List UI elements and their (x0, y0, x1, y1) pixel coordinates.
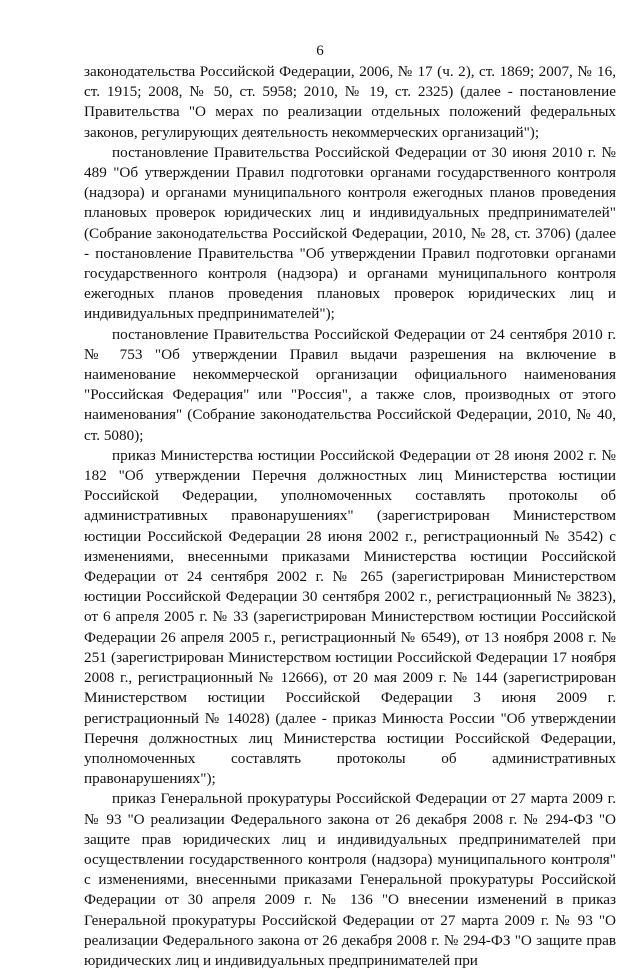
paragraph-continuation: законодательства Российской Федерации, 2006, № 17 (ч. 2), ст. 1869; 2007, № 16, ст. 1915; 2008, № 50, ст. 5958; 2010, № 19, ст. 2325) (далее - постановление Правительства "О мерах по реализации отдельных положений федеральных законов, регулирующих деятельность некоммерческих организаций"); (84, 63, 616, 141)
paragraph-order-182: приказ Министерства юстиции Российской Федерации от 28 июня 2002 г. № 182 "Об утверждении Перечня должностных лиц Министерства юстиции Российской Федерации, уполномоченных составлять протоколы об административных правонарушениях" (зарегистрирован Министерством юстиции Российской Федерации 28 июня 2002 г., регистрационный № 3542) с изменениями, внесенными приказами Министерства юстиции Российской Федерации от 24 сентября 2002 г. № 265 (зарегистрирован Министерством юстиции Российской Федерации 30 сентября 2002 г., регистрационный № 3823), от 6 апреля 2005 г. № 33 (зарегистрирован Министерством юстиции Российской Федерации 26 апреля 2005 г., регистрационный № 6549), от 13 ноября 2008 г. № 251 (зарегистрирован Министерством юстиции Российской Федерации 17 ноября 2008 г., регистрационный № 12666), от 20 мая 2009 г. № 144 (зарегистрирован Министерством юстиции Российской Федерации 3 июня 2009 г. регистрационный № 14028) (далее - приказ Минюста России "Об утверждении Перечня должностных лиц Министерства юстиции Российской Федерации, уполномоченных составлять протоколы об административных правонарушениях"); (84, 446, 616, 788)
paragraph-resolution-753: постановление Правительства Российской Федерации от 24 сентября 2010 г. № 753 "Об утверждении Правил выдачи разрешения на включение в наименование некоммерческой организации официального наименования "Российская Федерация" или "Россия", а также слов, производных от этого наименования" (Собрание законодательства Российской Федерации, 2010, № 40, ст. 5080); (84, 325, 616, 444)
document-body (84, 62, 616, 971)
page-number: 6 (316, 43, 324, 59)
paragraph-order-93: приказ Генеральной прокуратуры Российской Федерации от 27 марта 2009 г. № 93 "О реализации Федерального закона от 26 декабря 2008 г. № 294-ФЗ "О защите прав юридических лиц и индивидуальных предпринимателей при осуществлении государственного контроля (надзора) муниципального контроля" с изменениями, внесенными приказами Генеральной прокуратуры Российской Федерации от 30 апреля 2009 г. № 136 "О внесении изменений в приказ Генеральной прокуратуры Российской Федерации от 27 марта 2009 г. № 93 "О реализации Федерального закона от 26 декабря 2008 г. № 294-ФЗ "О защите прав юридических лиц и индивидуальных предпринимателей при (84, 790, 616, 969)
paragraph-resolution-489: постановление Правительства Российской Федерации от 30 июня 2010 г. № 489 "Об утверждении Правил подготовки органами государственного контроля (надзора) и органами муниципального контроля ежегодных планов проведения плановых проверок юридических лиц и индивидуальных предпринимателей" (Собрание законодательства Российской Федерации, 2010, № 28, ст. 3706) (далее - постановление Правительства "Об утверждении Правил подготовки органами государственного контроля (надзора) и органами муниципального контроля ежегодных планов проведения плановых проверок юридических лиц и индивидуальных предпринимателей"); (84, 143, 616, 323)
